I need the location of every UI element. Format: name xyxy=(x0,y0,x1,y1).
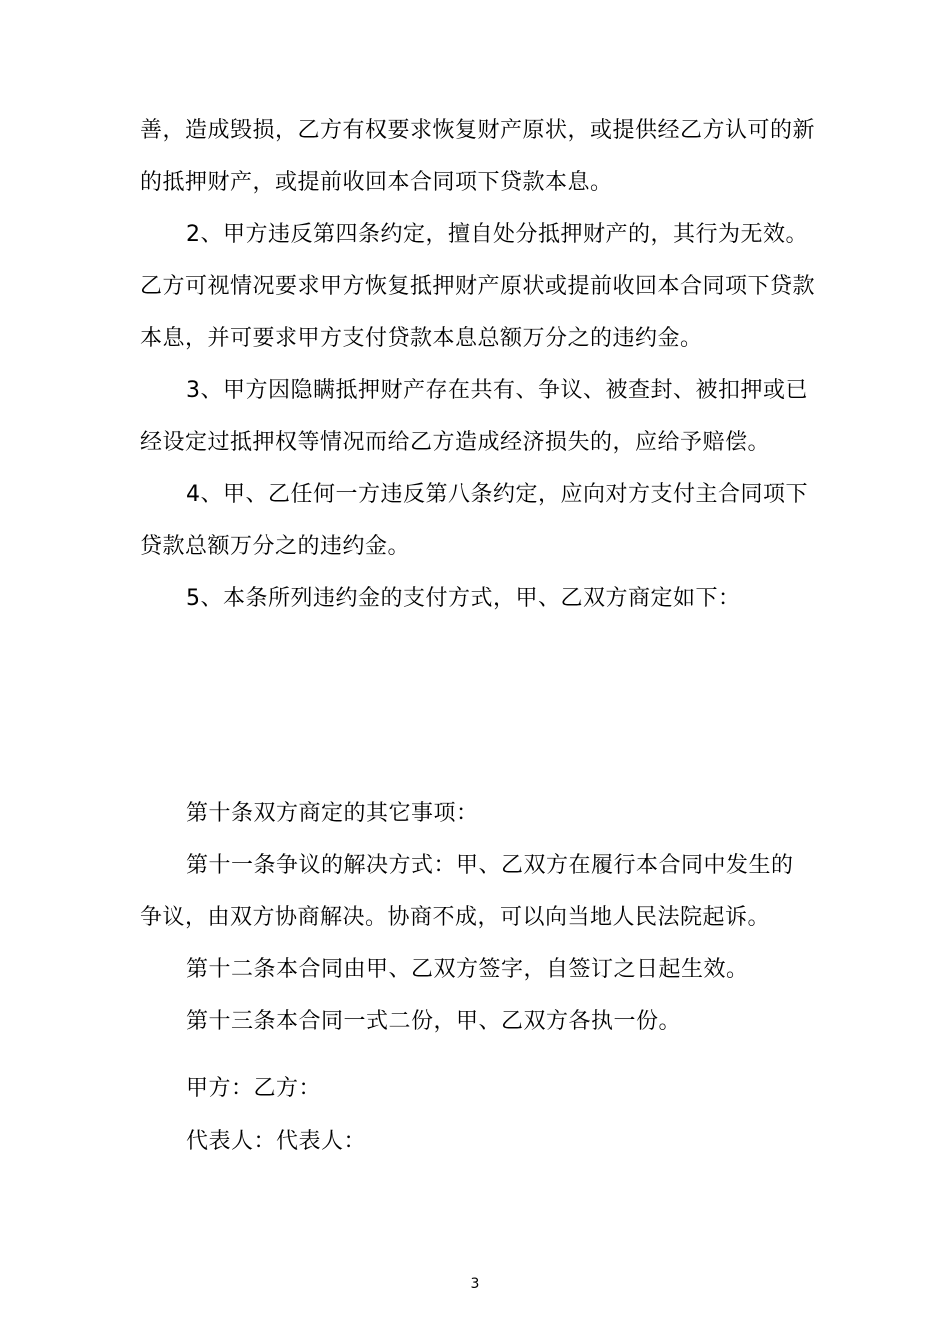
article-12-line: 第十二条本合同由甲、乙双方签字，自签订之日起生效。 xyxy=(186,957,749,982)
text-line: 善，造成毁损，乙方有权要求恢复财产原状，或提供经乙方认可的新 xyxy=(140,118,816,143)
text-line: 贷款总额万分之的违约金。 xyxy=(140,534,411,559)
page-number: 3 xyxy=(470,1276,480,1292)
representative-signature-line: 代表人：代表人： xyxy=(186,1129,367,1154)
clause-3-line: 3、甲方因隐瞒抵押财产存在共有、争议、被查封、被扣押或已 xyxy=(186,378,808,403)
article-13-line: 第十三条本合同一式二份，甲、乙双方各执一份。 xyxy=(186,1009,682,1034)
article-10-line: 第十条双方商定的其它事项： xyxy=(186,801,479,826)
clause-4-line: 4、甲、乙任何一方违反第八条约定，应向对方支付主合同项下 xyxy=(186,482,808,507)
text-line: 经设定过抵押权等情况而给乙方造成经济损失的，应给予赔偿。 xyxy=(140,430,771,455)
clause-2-line: 2、甲方违反第四条约定，擅自处分抵押财产的，其行为无效。 xyxy=(186,222,808,247)
text-line: 的抵押财产，或提前收回本合同项下贷款本息。 xyxy=(140,170,613,195)
text-line: 乙方可视情况要求甲方恢复抵押财产原状或提前收回本合同项下贷款 xyxy=(140,274,816,299)
article-11-line: 第十一条争议的解决方式：甲、乙双方在履行本合同中发生的 xyxy=(186,853,794,878)
clause-5-line: 5、本条所列违约金的支付方式，甲、乙双方商定如下： xyxy=(186,586,741,611)
text-line: 争议，由双方协商解决。协商不成，可以向当地人民法院起诉。 xyxy=(140,905,771,930)
party-signature-line: 甲方：乙方： xyxy=(186,1076,322,1101)
text-line: 本息，并可要求甲方支付贷款本息总额万分之的违约金。 xyxy=(140,326,703,351)
